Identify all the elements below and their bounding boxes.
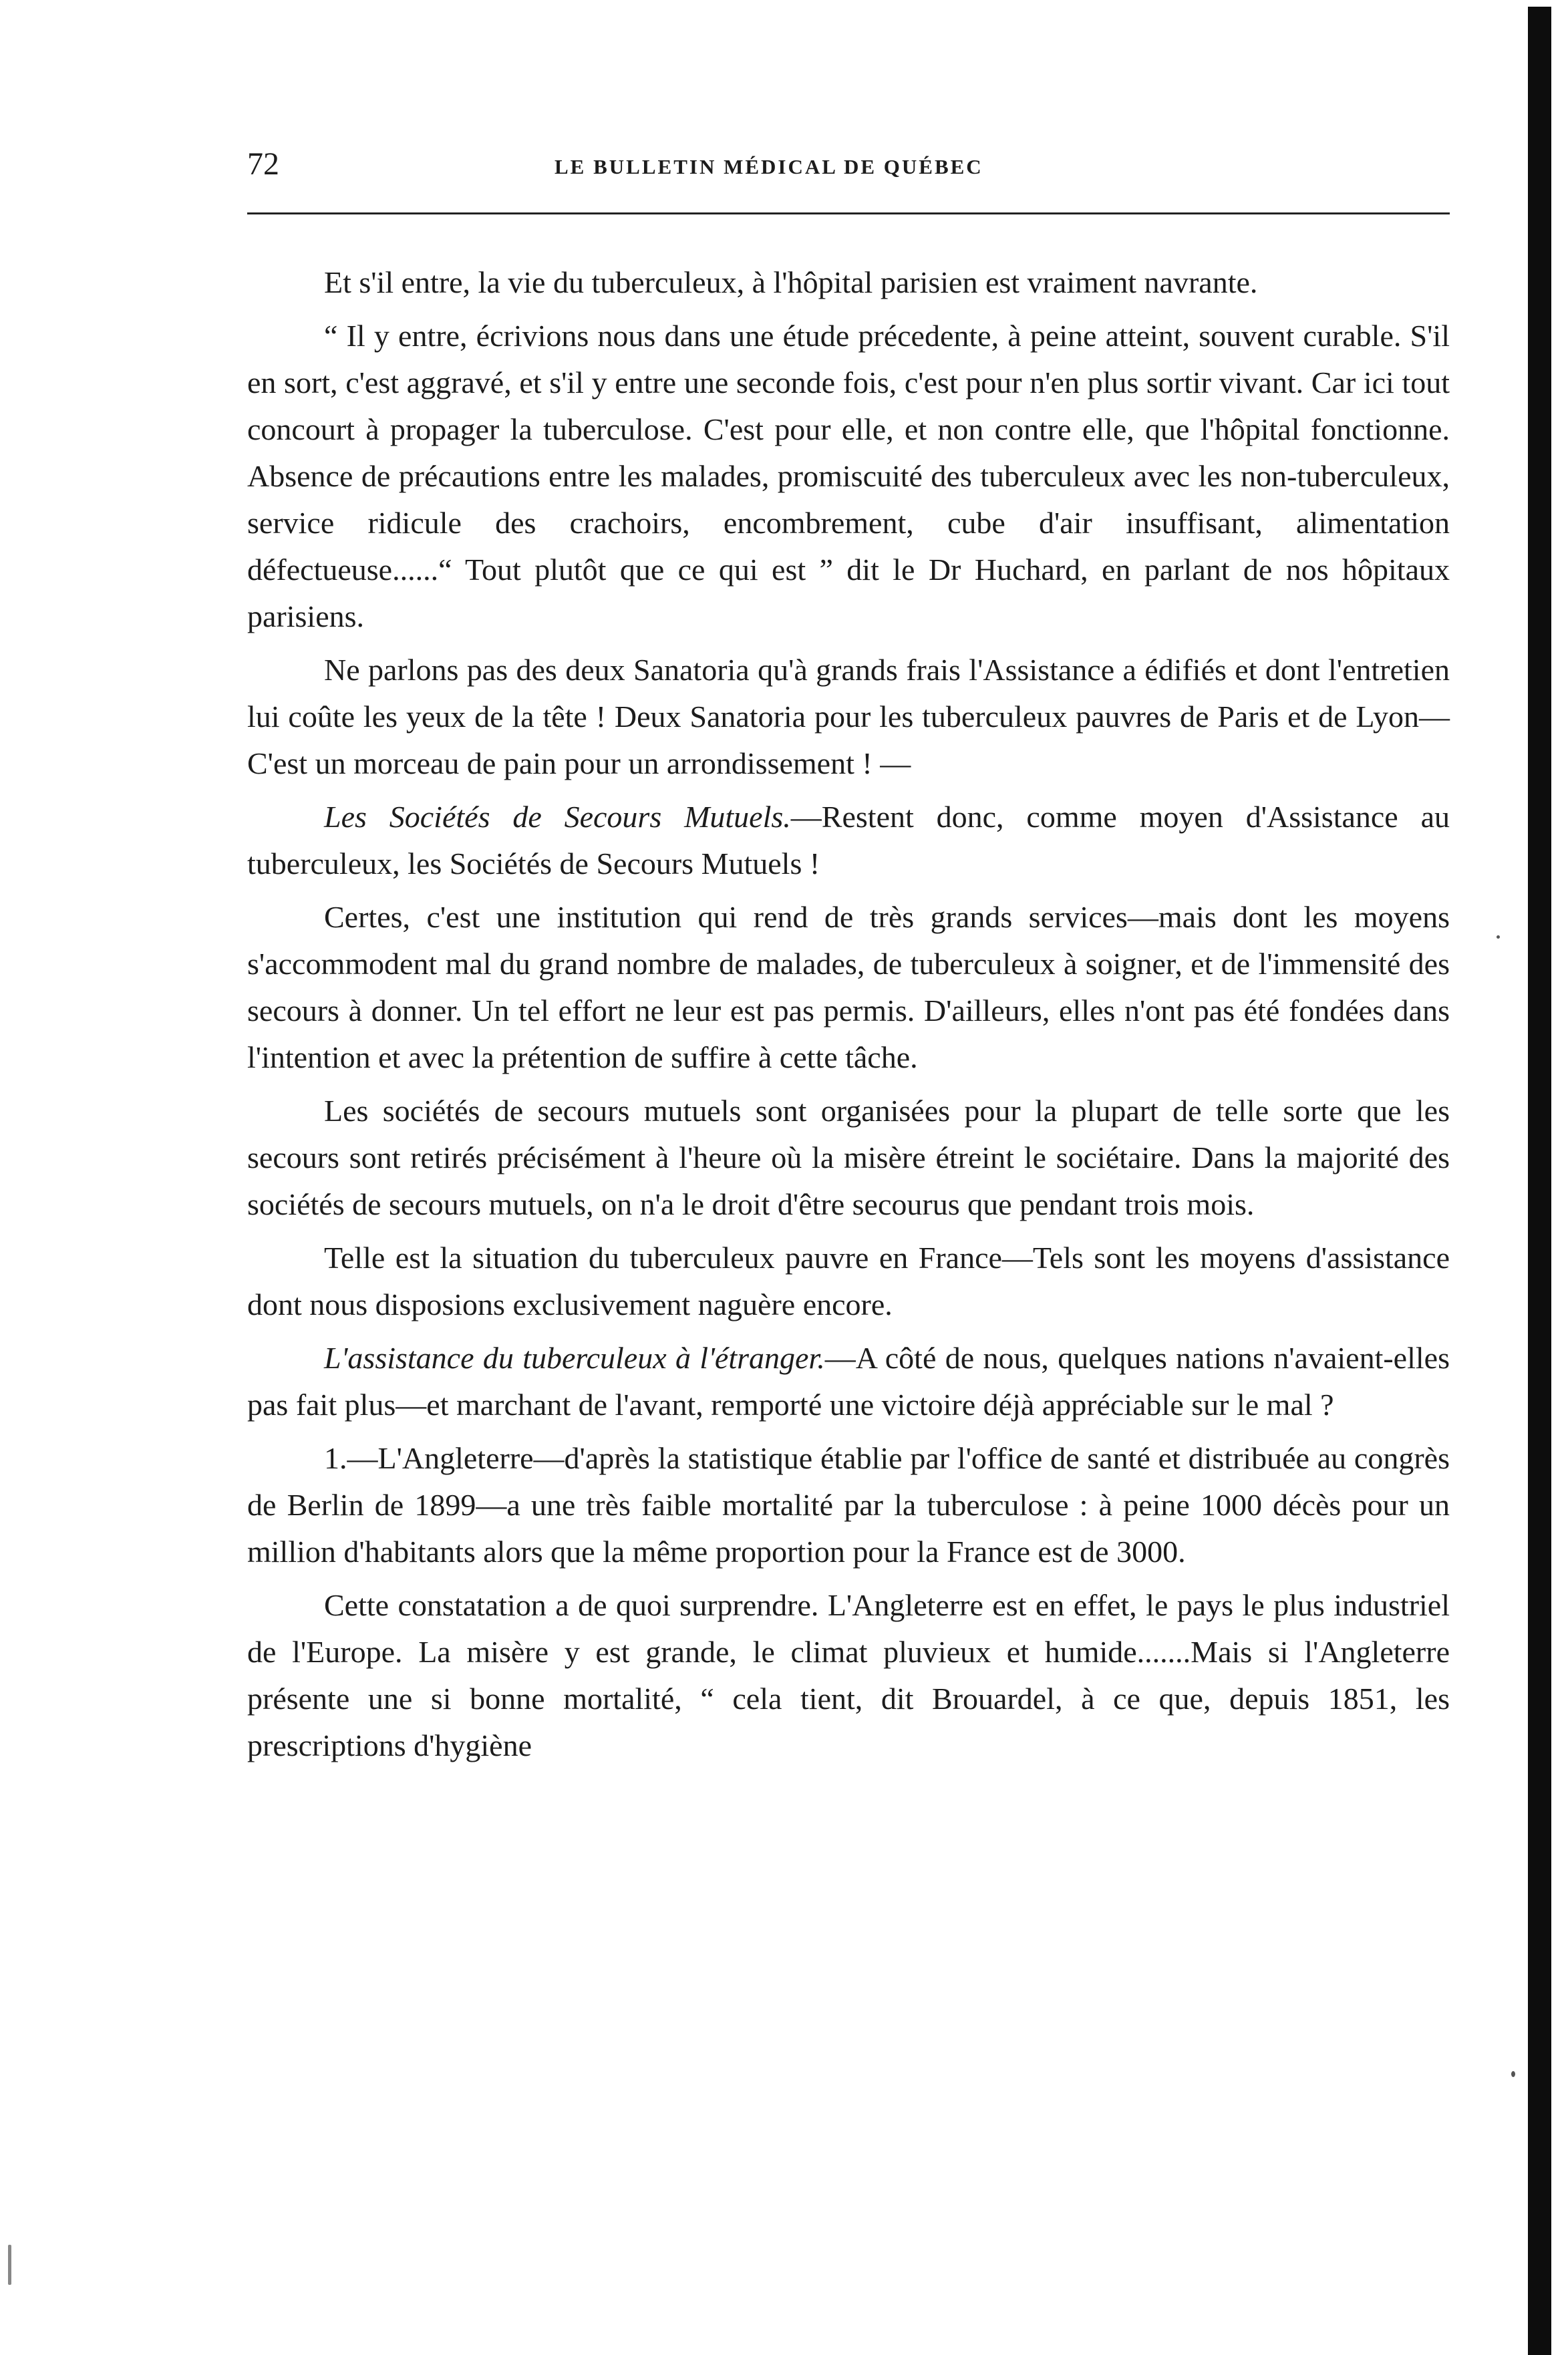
paragraph: 1.—L'Angleterre—d'après la statistique établie par l'office de santé et distribuée au congrès de Berlin de 1899—a une très faible mortalité par la tuberculose : à peine 1000 décès pour un million d'habitants alors que la même proportion pour la France est de 3000. — [247, 1441, 1450, 1569]
paragraph: Cette constatation a de quoi surprendre. L'Angleterre est en effet, le pays le plus industriel de l'Europe. La misère y est grande, le climat pluvieux et humide.......Mais si l'Angleterre présente une si bonne mortalité, “ cela tient, dit Brouardel, à ce que, depuis 1851, les prescriptions d'hygiène — [247, 1588, 1450, 1762]
paragraph: Les Sociétés de Secours Mutuels.—Restent donc, comme moyen d'Assistance au tuberculeux, les Sociétés de Secours Mutuels ! — [247, 800, 1450, 881]
paragraph: Ne parlons pas des deux Sanatoria qu'à grands frais l'Assistance a édifiés et dont l'entretien lui coûte les yeux de la tête ! Deux Sanatoria pour les tuberculeux pauvres de Paris et de Lyon—C'est un morceau de pain pour un arrondissement ! — — [247, 653, 1450, 780]
article-body — [247, 259, 1450, 1769]
scan-speck — [1511, 2071, 1515, 2077]
section-title: L'assistance du tuberculeux à l'étranger. — [324, 1341, 825, 1375]
page-number: 72 — [247, 146, 279, 182]
section-title: Les Sociétés de Secours Mutuels. — [324, 800, 791, 834]
paragraph: L'assistance du tuberculeux à l'étranger.—A côté de nous, quelques nations n'avaient-elles pas fait plus—et marchant de l'avant, remporté une victoire déjà appréciable sur le mal ? — [247, 1341, 1450, 1422]
paragraph: Telle est la situation du tuberculeux pauvre en France—Tels sont les moyens d'assistance dont nous disposions exclusivement naguère encore. — [247, 1241, 1450, 1321]
scan-speck — [1497, 935, 1500, 939]
paragraph: Et s'il entre, la vie du tuberculeux, à l'hôpital parisien est vraiment navrante. — [324, 265, 1258, 299]
scan-edge — [1528, 7, 1551, 2355]
page-header — [247, 146, 1450, 192]
paragraph: Les sociétés de secours mutuels sont organisées pour la plupart de telle sorte que les secours sont retirés précisément à l'heure où la misère étreint le sociétaire. Dans la majorité des sociétés de secours mutuels, on n'a le droit d'être secourus que pendant trois mois. — [247, 1094, 1450, 1221]
header-rule — [247, 212, 1450, 214]
scan-speck — [8, 2245, 11, 2285]
paragraph: “ Il y entre, écrivions nous dans une étude précedente, à peine atteint, souvent curable. S'il en sort, c'est aggravé, et s'il y entre une seconde fois, c'est pour n'en plus sortir vivant. Car ici tout concourt à propager la tuberculose. C'est pour elle, et non contre elle, que l'hôpital fonctionne. Absence de précautions entre les malades, promiscuité des tuberculeux avec les non-tuberculeux, service ridicule des crachoirs, encombrement, cube d'air insuffisant, alimentation défectueuse......“ Tout plutôt que ce qui est ” dit le Dr Huchard, en parlant de nos hôpitaux parisiens. — [247, 319, 1450, 633]
paragraph: Certes, c'est une institution qui rend de très grands services—mais dont les moyens s'accommodent mal du grand nombre de malades, de tuberculeux à soigner, et de l'immensité des secours à donner. Un tel effort ne leur est pas permis. D'ailleurs, elles n'ont pas été fondées dans l'intention et avec la prétention de suffire à cette tâche. — [247, 900, 1450, 1074]
running-title: LE BULLETIN MÉDICAL DE QUÉBEC — [555, 155, 983, 178]
